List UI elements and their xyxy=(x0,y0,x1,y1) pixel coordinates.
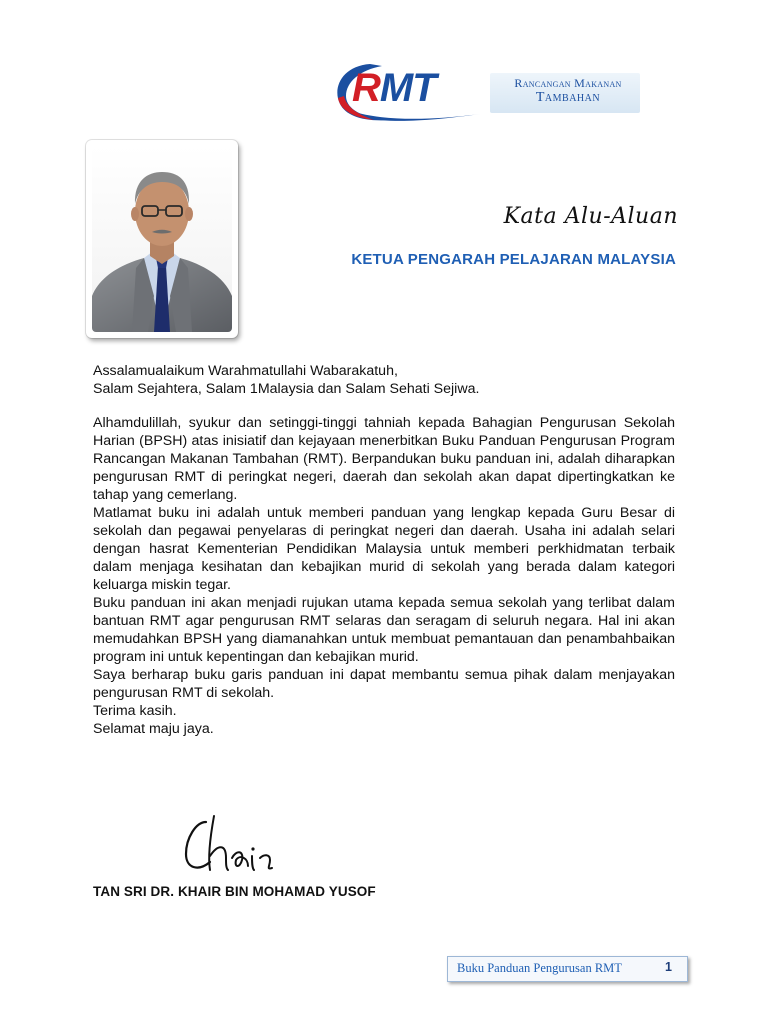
paragraph-1: Alhamdulillah, syukur dan setinggi-tinggi tahniah kepada Bahagian Pengurusan Sekolah Harian (BPSH) atas inisiatif dan kejayaan menerbitkan Buku Panduan Pengurusan Program Rancangan Makanan Tambahan (RMT). Berpandukan buku panduan ini, adalah diharapkan pengurusan RMT di peringkat negeri, daerah dan sekolah akan dapat dipertingkatkan ke tahap yang cemerlang. xyxy=(93,415,675,503)
logo-line-1: Rancangan Makanan xyxy=(514,76,622,90)
logo-letter-r: R xyxy=(352,66,380,110)
salutation xyxy=(93,362,675,398)
handwritten-signature xyxy=(178,808,288,878)
role-title: KETUA PENGARAH PELAJARAN MALAYSIA xyxy=(351,251,676,268)
paragraph-2: Matlamat buku ini adalah untuk memberi panduan yang lengkap kepada Guru Besar di sekolah dan pegawai penyelaras di peringkat negeri dan daerah. Usaha ini adalah selari dengan hasrat Kementerian Pendidikan Malaysia untuk memberi perkhidmatan terbaik dalam menjaga kesihatan dan kebajikan murid di sekolah yang berada dalam kategori keluarga miskin tegar. xyxy=(93,505,675,593)
logo-wordmark xyxy=(352,68,436,108)
paragraph-4: Saya berharap buku garis panduan ini dapat membantu semua pihak dalam menjayakan pengurusan RMT di sekolah. xyxy=(93,667,675,701)
official-portrait xyxy=(92,146,232,332)
closing-thanks: Terima kasih. xyxy=(93,703,177,719)
paragraph-3: Buku panduan ini akan menjadi rujukan utama kepada semua sekolah yang terlibat dalam bantuan RMT agar pengurusan RMT selaras dan seragam di seluruh negara. Hal ini akan memudahkan BPSH yang diamanahkan untuk membuat pemantauan dan penambahbaikan program ini untuk kepentingan dan kebajikan murid. xyxy=(93,595,675,665)
footer-title: Buku Panduan Pengurusan RMT xyxy=(457,961,622,975)
letter-body xyxy=(93,362,675,738)
logo-letters-mt: MT xyxy=(379,66,436,110)
closing-farewell: Selamat maju jaya. xyxy=(93,721,214,737)
signer-name: TAN SRI DR. KHAIR BIN MOHAMAD YUSOF xyxy=(93,884,376,899)
greeting-heading: Kata Alu-Aluan xyxy=(503,204,678,229)
portrait-image-icon xyxy=(92,146,232,332)
salutation-line-1: Assalamualaikum Warahmatullahi Wabarakatuh, xyxy=(93,363,398,379)
logo-line-2: Tambahan xyxy=(535,90,601,105)
page-number: 1 xyxy=(665,960,672,974)
rmt-logo xyxy=(330,58,648,126)
salutation-line-2: Salam Sejahtera, Salam 1Malaysia dan Salam Sehati Sejiwa. xyxy=(93,381,480,397)
